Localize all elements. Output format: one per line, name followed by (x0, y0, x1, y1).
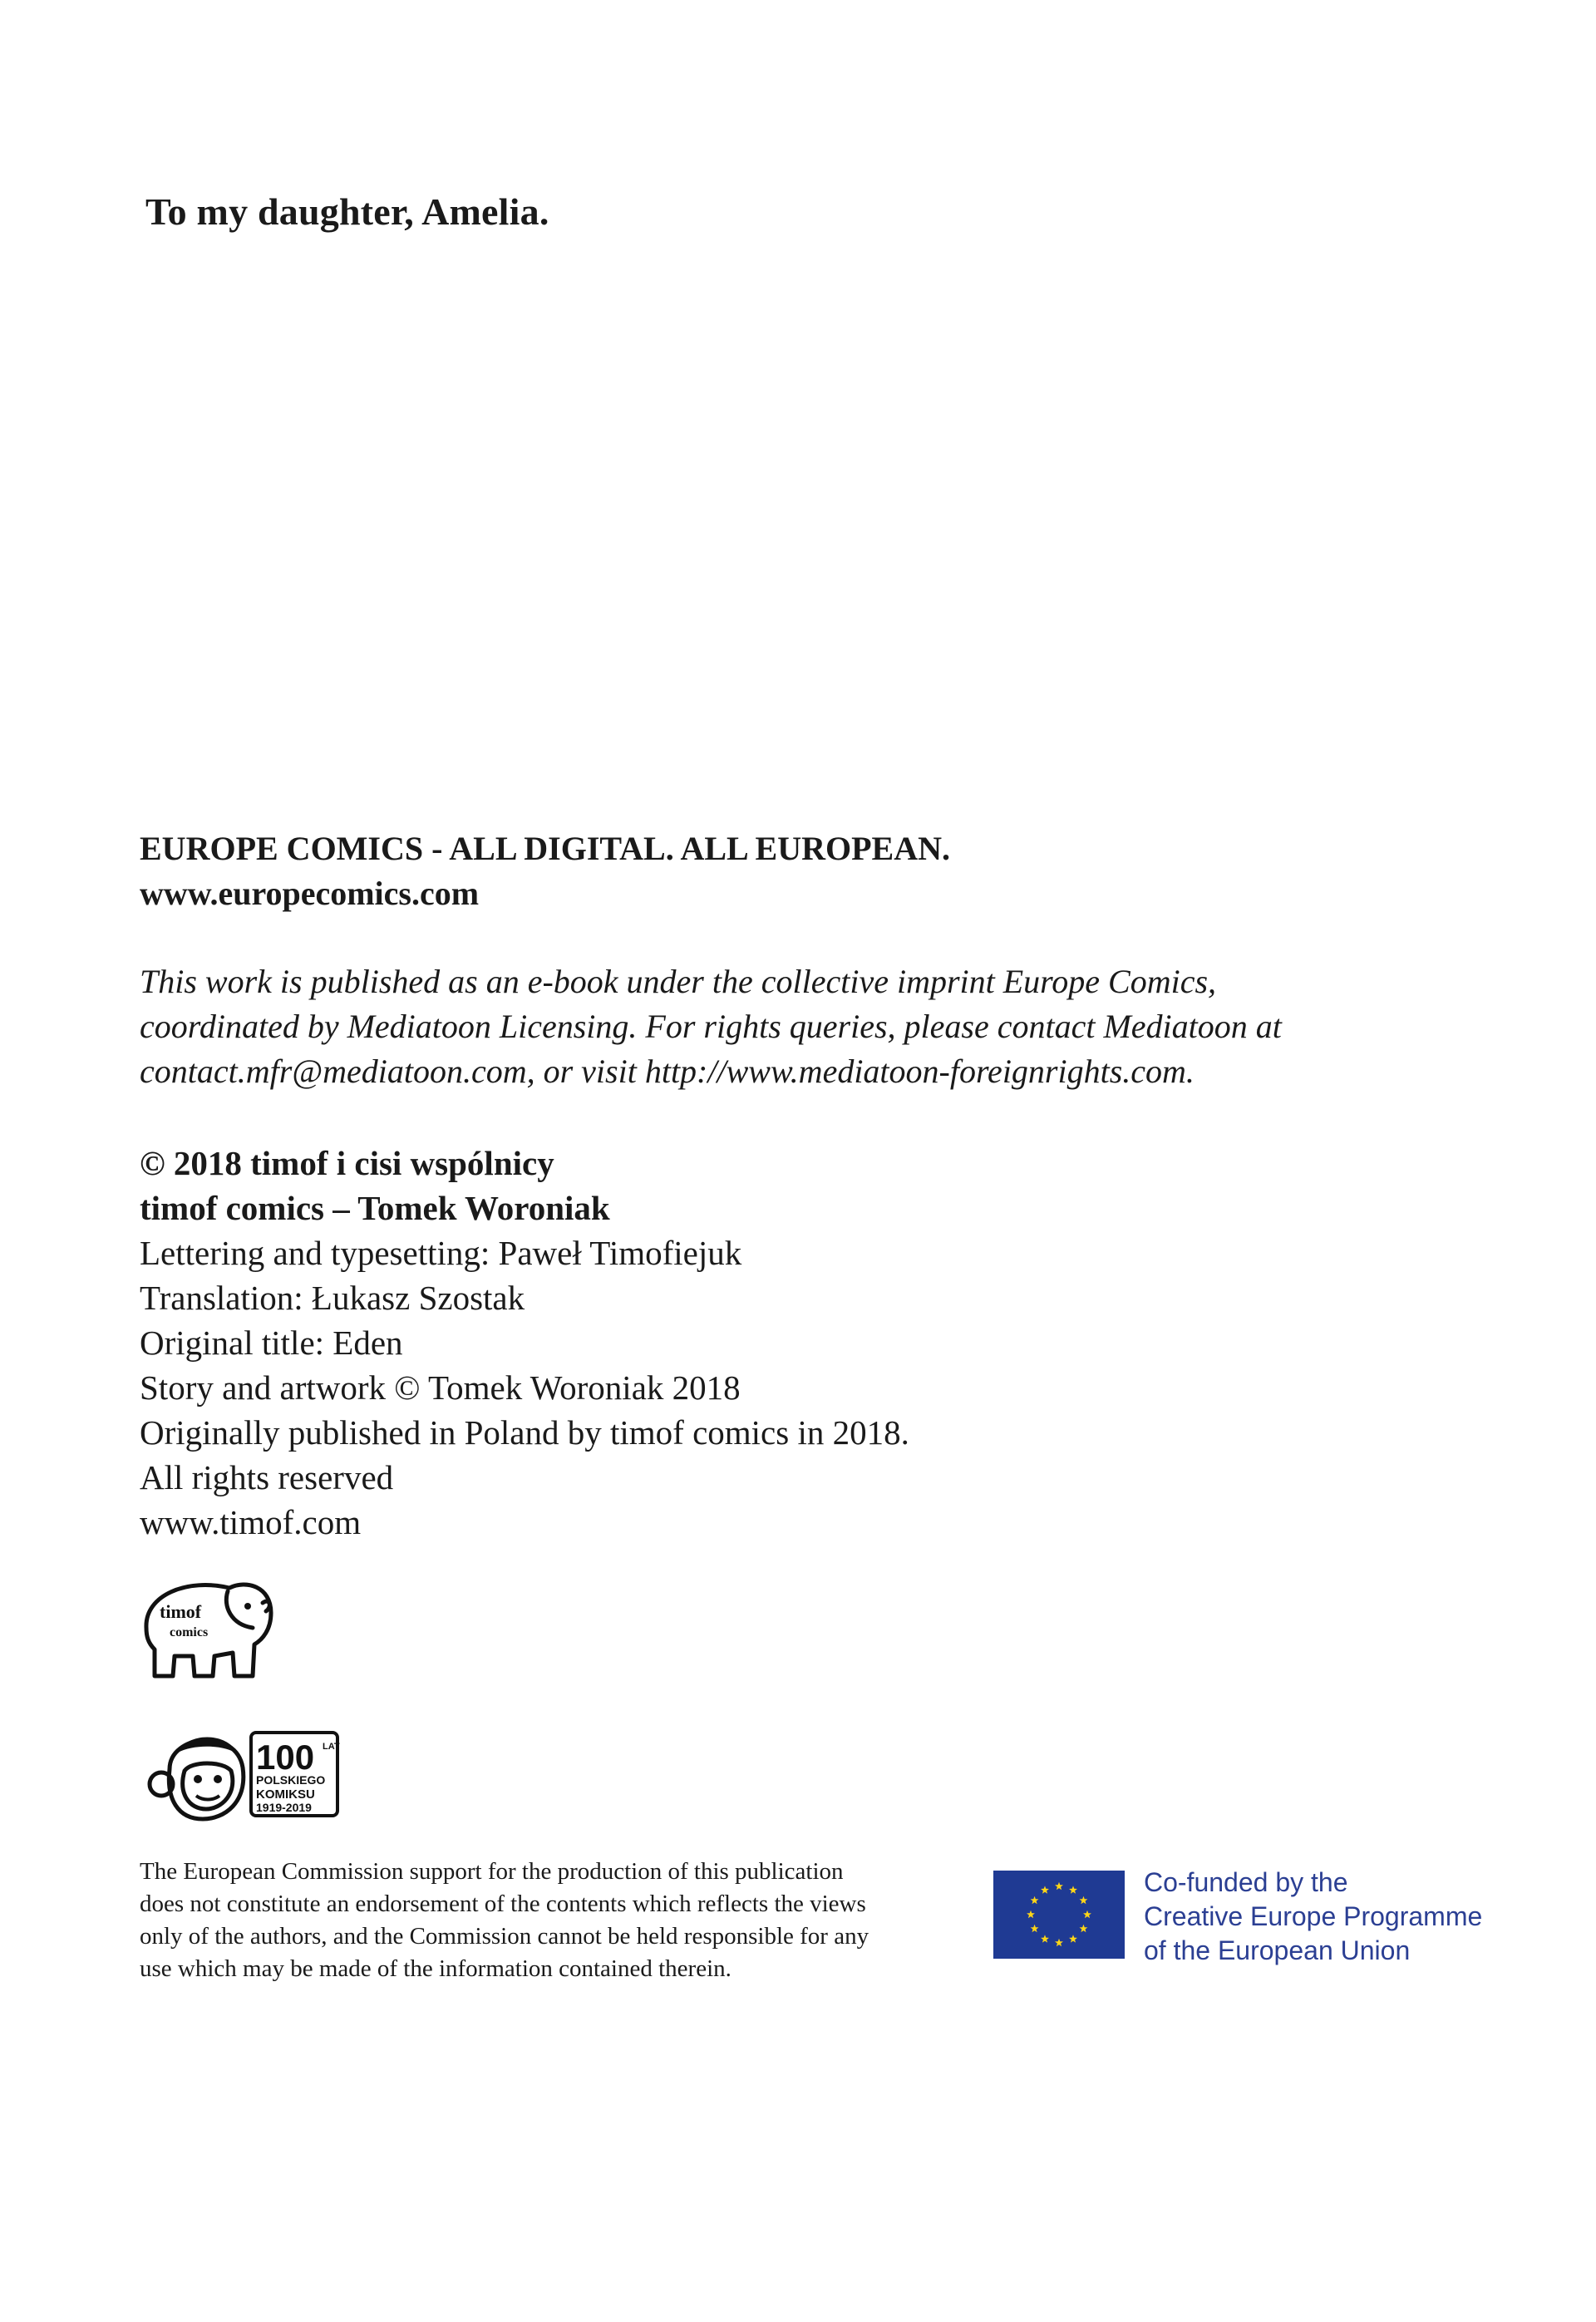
monkey-face (183, 1763, 233, 1809)
disclaimer-line-3: only of the authors, and the Commission cannot be held responsible for any (140, 1923, 869, 1950)
monkey-eye-left (194, 1775, 202, 1783)
comics-logo-word: comics (170, 1625, 209, 1639)
elephant-trunk (263, 1601, 269, 1611)
credits-block (140, 1141, 909, 1545)
anniversary-logo (145, 1719, 342, 1822)
timof-comics-logo (138, 1570, 275, 1679)
disclaimer-line-4: use which may be made of the information contained therein. (140, 1955, 732, 1982)
publisher-website[interactable]: www.timof.com (140, 1503, 362, 1541)
imprint-tagline: EUROPE COMICS - ALL DIGITAL. ALL EUROPEAN. (140, 830, 950, 867)
anniversary-line-2: KOMIKSU (256, 1787, 315, 1802)
lettering-line: Lettering and typesetting: Paweł Timofiejuk (140, 1234, 742, 1272)
imprint-block (140, 826, 950, 916)
eu-line-1: Co-funded by the (1144, 1867, 1348, 1897)
translation-line: Translation: Łukasz Szostak (140, 1279, 525, 1317)
elephant-eye (244, 1603, 251, 1610)
elephant-body-outline (146, 1585, 271, 1676)
notice-line-1: This work is published as an e-book under the collective imprint Europe Comics, (140, 963, 1217, 1000)
elephant-ear (226, 1591, 253, 1628)
anniversary-years: 1919-2019 (256, 1801, 312, 1814)
anniversary-number: 100 (256, 1738, 315, 1777)
disclaimer-line-1: The European Commission support for the production of this publication (140, 1858, 844, 1885)
eu-line-2: Creative Europe Programme (1144, 1901, 1483, 1931)
rights-notice (140, 959, 1282, 1094)
ec-disclaimer (140, 1856, 869, 1985)
notice-line-2: coordinated by Mediatoon Licensing. For rights queries, please contact Mediatoon at (140, 1008, 1282, 1045)
copyright-line: © 2018 timof i cisi wspólnicy (140, 1144, 554, 1182)
monkey-hair (178, 1738, 238, 1755)
anniversary-side-word: LAT (323, 1742, 340, 1752)
rights-line: All rights reserved (140, 1458, 394, 1496)
publisher-line: timof comics – Tomek Woroniak (140, 1189, 610, 1227)
monkey-mouth (196, 1796, 219, 1800)
imprint-website[interactable]: www.europecomics.com (140, 875, 480, 912)
disclaimer-line-2: does not constitute an endorsement of the contents which reflects the views (140, 1891, 866, 1917)
original-title-line: Original title: Eden (140, 1324, 403, 1362)
eu-funding-label (1144, 1866, 1482, 1968)
anniversary-line-1: POLSKIEGO (256, 1773, 326, 1787)
originally-published-line: Originally published in Poland by timof comics in 2018. (140, 1413, 909, 1452)
timof-logo-word: timof (160, 1601, 202, 1622)
eu-flag-icon (993, 1871, 1125, 1959)
eu-line-3: of the European Union (1144, 1935, 1411, 1965)
notice-line-3: contact.mfr@mediatoon.com, or visit http://www.mediatoon-foreignrights.com. (140, 1053, 1195, 1090)
monkey-eye-right (214, 1775, 222, 1783)
dedication: To my daughter, Amelia. (145, 190, 549, 233)
story-line: Story and artwork © Tomek Woroniak 2018 (140, 1368, 741, 1407)
